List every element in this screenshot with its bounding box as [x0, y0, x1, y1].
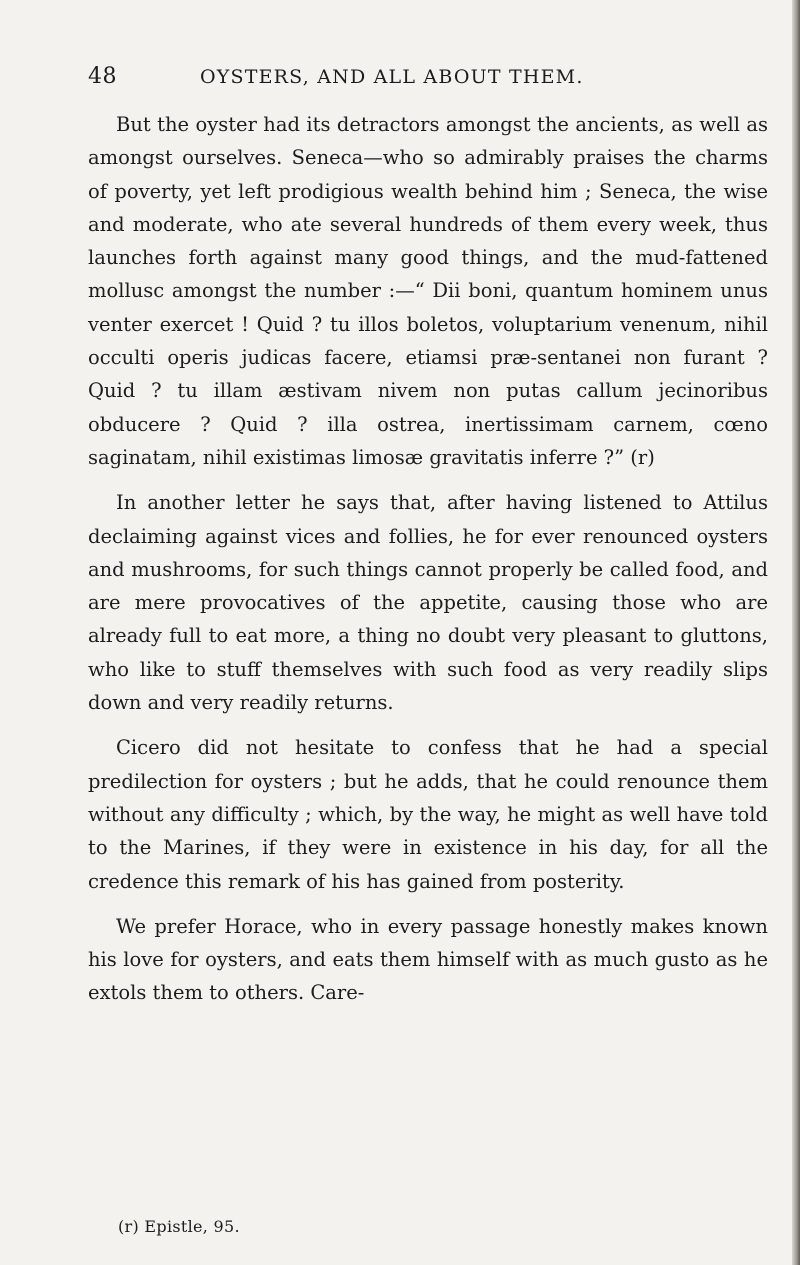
- page-edge-shadow: [792, 0, 800, 1265]
- paragraph-horace: We prefer Horace, who in every passage honestly makes known his love for oysters, and eats them himself with as much gusto as he extols them to others. Care-: [88, 914, 768, 1005]
- page-number: 48: [88, 64, 117, 89]
- page-header: [88, 64, 768, 94]
- paragraph-cicero: Cicero did not hesitate to confess that he had a special predilection for oysters ; but he adds, that he could renounce them without any difficulty ; which, by the way, he might as well have told to the Marines, if they were in existence in his day, for all the credence this remark of his has gained from posterity.: [88, 736, 768, 893]
- paragraph-seneca: But the oyster had its detractors amongst the ancients, as well as amongst ourselves. Seneca—who so admirably praises the charms of poverty, yet left prodigious wealth behind him ; Seneca, the wise and moderate, who ate several hundreds of them every week, thus launches forth against many good things, and the mud-fattened mollusc amongst the number :—“ Dii boni, quantum hominem unus venter exercet ! Quid ? tu illos boletos, voluptarium venenum, nihil occulti operis judicas facere, etiamsi præ-sentanei non furant ? Quid ? tu illam æstivam nivem non putas callum jecinoribus obducere ? Quid ? illa ostrea, inertissimam carnem, cœno saginatam, nihil existimas limosæ gravitatis inferre ?” (r): [88, 113, 768, 469]
- body-text: [88, 108, 768, 1022]
- footnote: (r) Epistle, 95.: [118, 1217, 240, 1236]
- running-head: OYSTERS, AND ALL ABOUT THEM.: [200, 66, 584, 88]
- paragraph-attilus: In another letter he says that, after having listened to Attilus declaiming against vices and follies, he for ever renounced oysters and mushrooms, for such things cannot properly be called food, and are mere provocatives of the appetite, causing those who are already full to eat more, a thing no doubt very pleasant to gluttons, who like to stuff themselves with such food as very readily slips down and very readily returns.: [88, 491, 768, 715]
